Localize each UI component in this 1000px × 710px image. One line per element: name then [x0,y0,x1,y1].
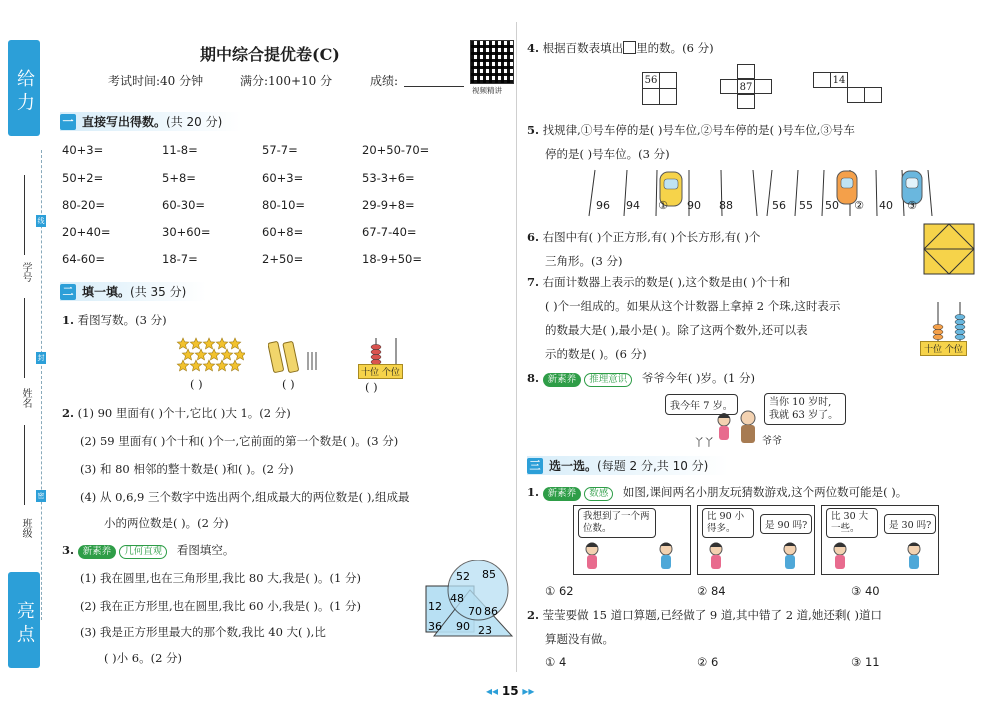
qr-caption: 视频精讲 [472,86,502,95]
parking-spot-number: ② [854,199,864,212]
question-line: 的数最大是( ),最小是( )。除了这两个数外,还可以表 [545,323,808,337]
parking-spot-number: 55 [799,199,813,212]
section-badge: 三 [527,458,543,474]
calc-item: 20+40= [62,225,111,239]
section-points: (每题 2 分,共 10 分) [597,459,709,473]
question-3-1: 1. 新素养 数感 如图,课间两名小朋友玩猜数游戏,这个两位数可能是( )。 [527,485,908,499]
parking-spot-number: 90 [687,199,701,212]
calc-item: 5+8= [162,171,196,185]
answer-cell[interactable] [737,64,755,79]
answer-blank[interactable]: ( ) [190,377,203,391]
answer-blank[interactable]: ( ) [365,380,378,394]
page-footer: ◂◂ 15 ▸▸ [486,684,535,698]
question-line: 停的是( )号车位。(3 分) [545,147,670,161]
question-line: 三角形。(3 分) [545,254,623,268]
literacy-tag: 新素养 [78,545,117,559]
stars-picture [175,337,245,373]
choice-option[interactable]: ③ 40 [851,584,880,598]
binding-spine [0,0,50,710]
skill-tag: 推理意识 [584,373,632,387]
venn-number: 36 [428,620,442,633]
skill-tag: 几何直观 [119,545,167,559]
calc-item: 67-7-40= [362,225,417,239]
prev-arrow-icon: ◂◂ [486,684,499,698]
choice-option[interactable]: ① 4 [545,655,567,669]
guess-panel [821,505,939,575]
next-arrow-icon: ▸▸ [522,684,535,698]
parking-spot-number: 50 [825,199,839,212]
grandpa-name: 爷爷 [762,436,782,447]
cut-mark: 封 [37,354,45,362]
star-icon [216,338,227,349]
student-no-label: 学号 [20,262,31,282]
parking-spot-number: 94 [626,199,640,212]
answer-cell[interactable] [754,79,772,94]
full-score: 满分:100+10 分 [240,74,333,88]
star-icon [190,360,201,371]
venn-number: 86 [484,605,498,618]
answer-cell[interactable] [864,87,882,103]
question-line: (3) 我是正方形里最大的那个数,我比 40 大( ),比 [80,625,326,639]
skill-tag: 数感 [584,487,613,501]
answer-cell[interactable] [659,88,677,105]
section-title: 直接写出得数。 [82,115,167,129]
parking-spot-number: ① [658,199,668,212]
literacy-tag: 新素养 [543,373,582,387]
question-line: (1) 我在圆里,也在三角形里,我比 80 大,我是( )。(1 分) [80,571,361,585]
section-3-header [527,456,728,475]
venn-number: 85 [482,568,496,581]
girl-name: 丫丫 [694,438,714,449]
qr-code-icon[interactable] [470,40,514,84]
calc-item: 60+3= [262,171,304,185]
section-points: (共 35 分) [130,285,187,299]
calc-item: 80-10= [262,198,306,212]
class-line [24,425,25,505]
answer-cell[interactable] [720,79,738,94]
square-figure [922,222,976,276]
star-icon [234,349,245,360]
parking-spot-number: 40 [879,199,893,212]
calc-item: 50+2= [62,171,104,185]
star-icon [203,360,214,371]
speech-bubble-grandpa: 当你 10 岁时, 我就 63 岁了。 [764,393,846,425]
calc-item: 11-8= [162,143,198,157]
abacus-label: 十位 个位 [358,364,403,379]
calc-item: 18-9+50= [362,252,423,266]
venn-number: 52 [456,570,470,583]
speech-bubble-girl: 我今年 7 岁。 [665,394,738,415]
parking-spot-number: 88 [719,199,733,212]
answer-cell[interactable] [737,94,755,109]
parking-spot-number: 56 [772,199,786,212]
guess-panel [697,505,815,575]
question-3-2: 2. 莹莹要做 15 道口算题,已经做了 9 道,其中错了 2 道,她还剩( )道口 [527,608,882,622]
answer-blank[interactable]: ( ) [282,377,295,391]
parking-spot-number: ③ [907,199,917,212]
calc-item: 29-9+8= [362,198,415,212]
calc-item: 64-60= [62,252,106,266]
score-line [404,86,464,87]
page-title: 期中综合提优卷(C) [200,45,340,64]
venn-number: 23 [478,624,492,637]
question-2-6: 6. 右图中有( )个正方形,有( )个长方形,有( )个 [527,230,761,244]
venn-number: 48 [450,592,464,605]
question-line: ( )小 6。(2 分) [104,651,183,665]
calc-item: 60-30= [162,198,206,212]
calc-item: 40+3= [62,143,104,157]
question-line: 小的两位数是( )。(2 分) [104,516,229,530]
question-line: 示的数是( )。(6 分) [545,347,647,361]
speech-bubble-girl: 比 30 大一些。 [826,508,878,538]
question-2-4: 4. 根据百数表填出 里的数。(6 分) [527,41,714,55]
question-2-5: 5. 找规律,①号车停的是( )号车位,②号车停的是( )号车位,③号车 [527,123,855,137]
section-1-header [60,112,242,131]
venn-diagram [424,560,514,640]
exam-time: 考试时间:40 分钟 [108,74,204,88]
spine-top-tab: 给 力 [8,40,40,136]
cut-mark: 密 [37,492,45,500]
star-icon [229,338,240,349]
section-points: (共 20 分) [166,115,223,129]
calc-item: 18-7= [162,252,198,266]
speech-bubble-boy: 是 30 吗? [884,514,936,534]
question-2-7: 7. 右面计数器上表示的数是( ),这个数是由( )个十和 [527,275,791,289]
star-icon [182,349,193,360]
choice-option[interactable]: ③ 11 [851,655,880,669]
parking-spot-number: 96 [596,199,610,212]
star-icon [190,338,201,349]
star-icon [177,338,188,349]
question-2-2: 2. (1) 90 里面有( )个十,它比( )大 1。(2 分) [62,406,291,420]
guess-panel [573,505,691,575]
speech-bubble-boy: 是 90 吗? [760,514,812,534]
abacus-picture [922,300,974,342]
question-line: 算题没有做。 [545,632,614,646]
venn-number: 90 [456,620,470,633]
page-divider [516,22,517,672]
venn-number: 12 [428,600,442,613]
speech-bubble-girl: 我想到了一个两位数。 [578,508,656,538]
choice-option[interactable]: ② 6 [697,655,719,669]
question-2-8: 8. 新素养 推理意识 爷爷今年( )岁。(1 分) [527,371,755,385]
section-badge: 二 [60,284,76,300]
answer-cell[interactable] [642,88,660,105]
calc-item: 60+8= [262,225,304,239]
blank-box-icon [623,41,636,54]
question-2-3: 3. 新素养 几何直观 看图填空。 [62,543,235,557]
answer-cell[interactable] [847,87,865,103]
spine-bottom-tab: 亮 点 [8,572,40,668]
star-icon [195,349,206,360]
section-2-header [60,282,206,301]
choice-option[interactable]: ① 62 [545,584,574,598]
choice-option[interactable]: ② 84 [697,584,726,598]
literacy-tag: 新素养 [543,487,582,501]
calc-item: 20+50-70= [362,143,430,157]
calc-item: 30+60= [162,225,211,239]
name-label: 姓名 [20,388,31,408]
name-line [24,298,25,378]
calc-item: 53-3+6= [362,171,415,185]
class-label: 班级 [20,518,31,538]
abacus-picture [360,336,410,366]
star-icon [177,360,188,371]
sticks-bundle-picture [268,338,328,374]
question-line: (3) 和 80 相邻的整十数是( )和( )。(2 分) [80,462,294,476]
cut-mark: 线 [37,217,45,225]
venn-number: 70 [468,605,482,618]
section-title: 填一填。 [82,285,131,299]
star-icon [216,360,227,371]
speech-bubble-girl: 比 90 小得多。 [702,508,754,538]
question-line: (2) 我在正方形里,也在圆里,我比 60 小,我是( )。(1 分) [80,599,361,613]
calc-item: 57-7= [262,143,298,157]
star-icon [203,338,214,349]
girl-and-grandpa-illustration [712,408,762,450]
student-no-line [24,175,25,255]
star-icon [221,349,232,360]
score-label: 成绩: [370,74,399,88]
section-badge: 一 [60,114,76,130]
calc-item: 2+50= [262,252,304,266]
answer-cell[interactable] [813,72,831,88]
question-line: (2) 59 里面有( )个十和( )个一,它前面的第一个数是( )。(3 分) [80,434,399,448]
calc-item: 80-20= [62,198,106,212]
answer-cell[interactable] [659,72,677,89]
star-icon [229,360,240,371]
question-line: (4) 从 0,6,9 三个数字中选出两个,组成最大的两位数是( ),组成最 [80,490,410,504]
section-title: 选一选。 [549,459,598,473]
star-icon [208,349,219,360]
question-line: ( )个一组成的。如果从这个计数器上拿掉 2 个珠,这时表示 [545,299,841,313]
abacus-label: 十位 个位 [920,341,967,356]
question-2-1: 1. 看图写数。(3 分) [62,313,167,327]
